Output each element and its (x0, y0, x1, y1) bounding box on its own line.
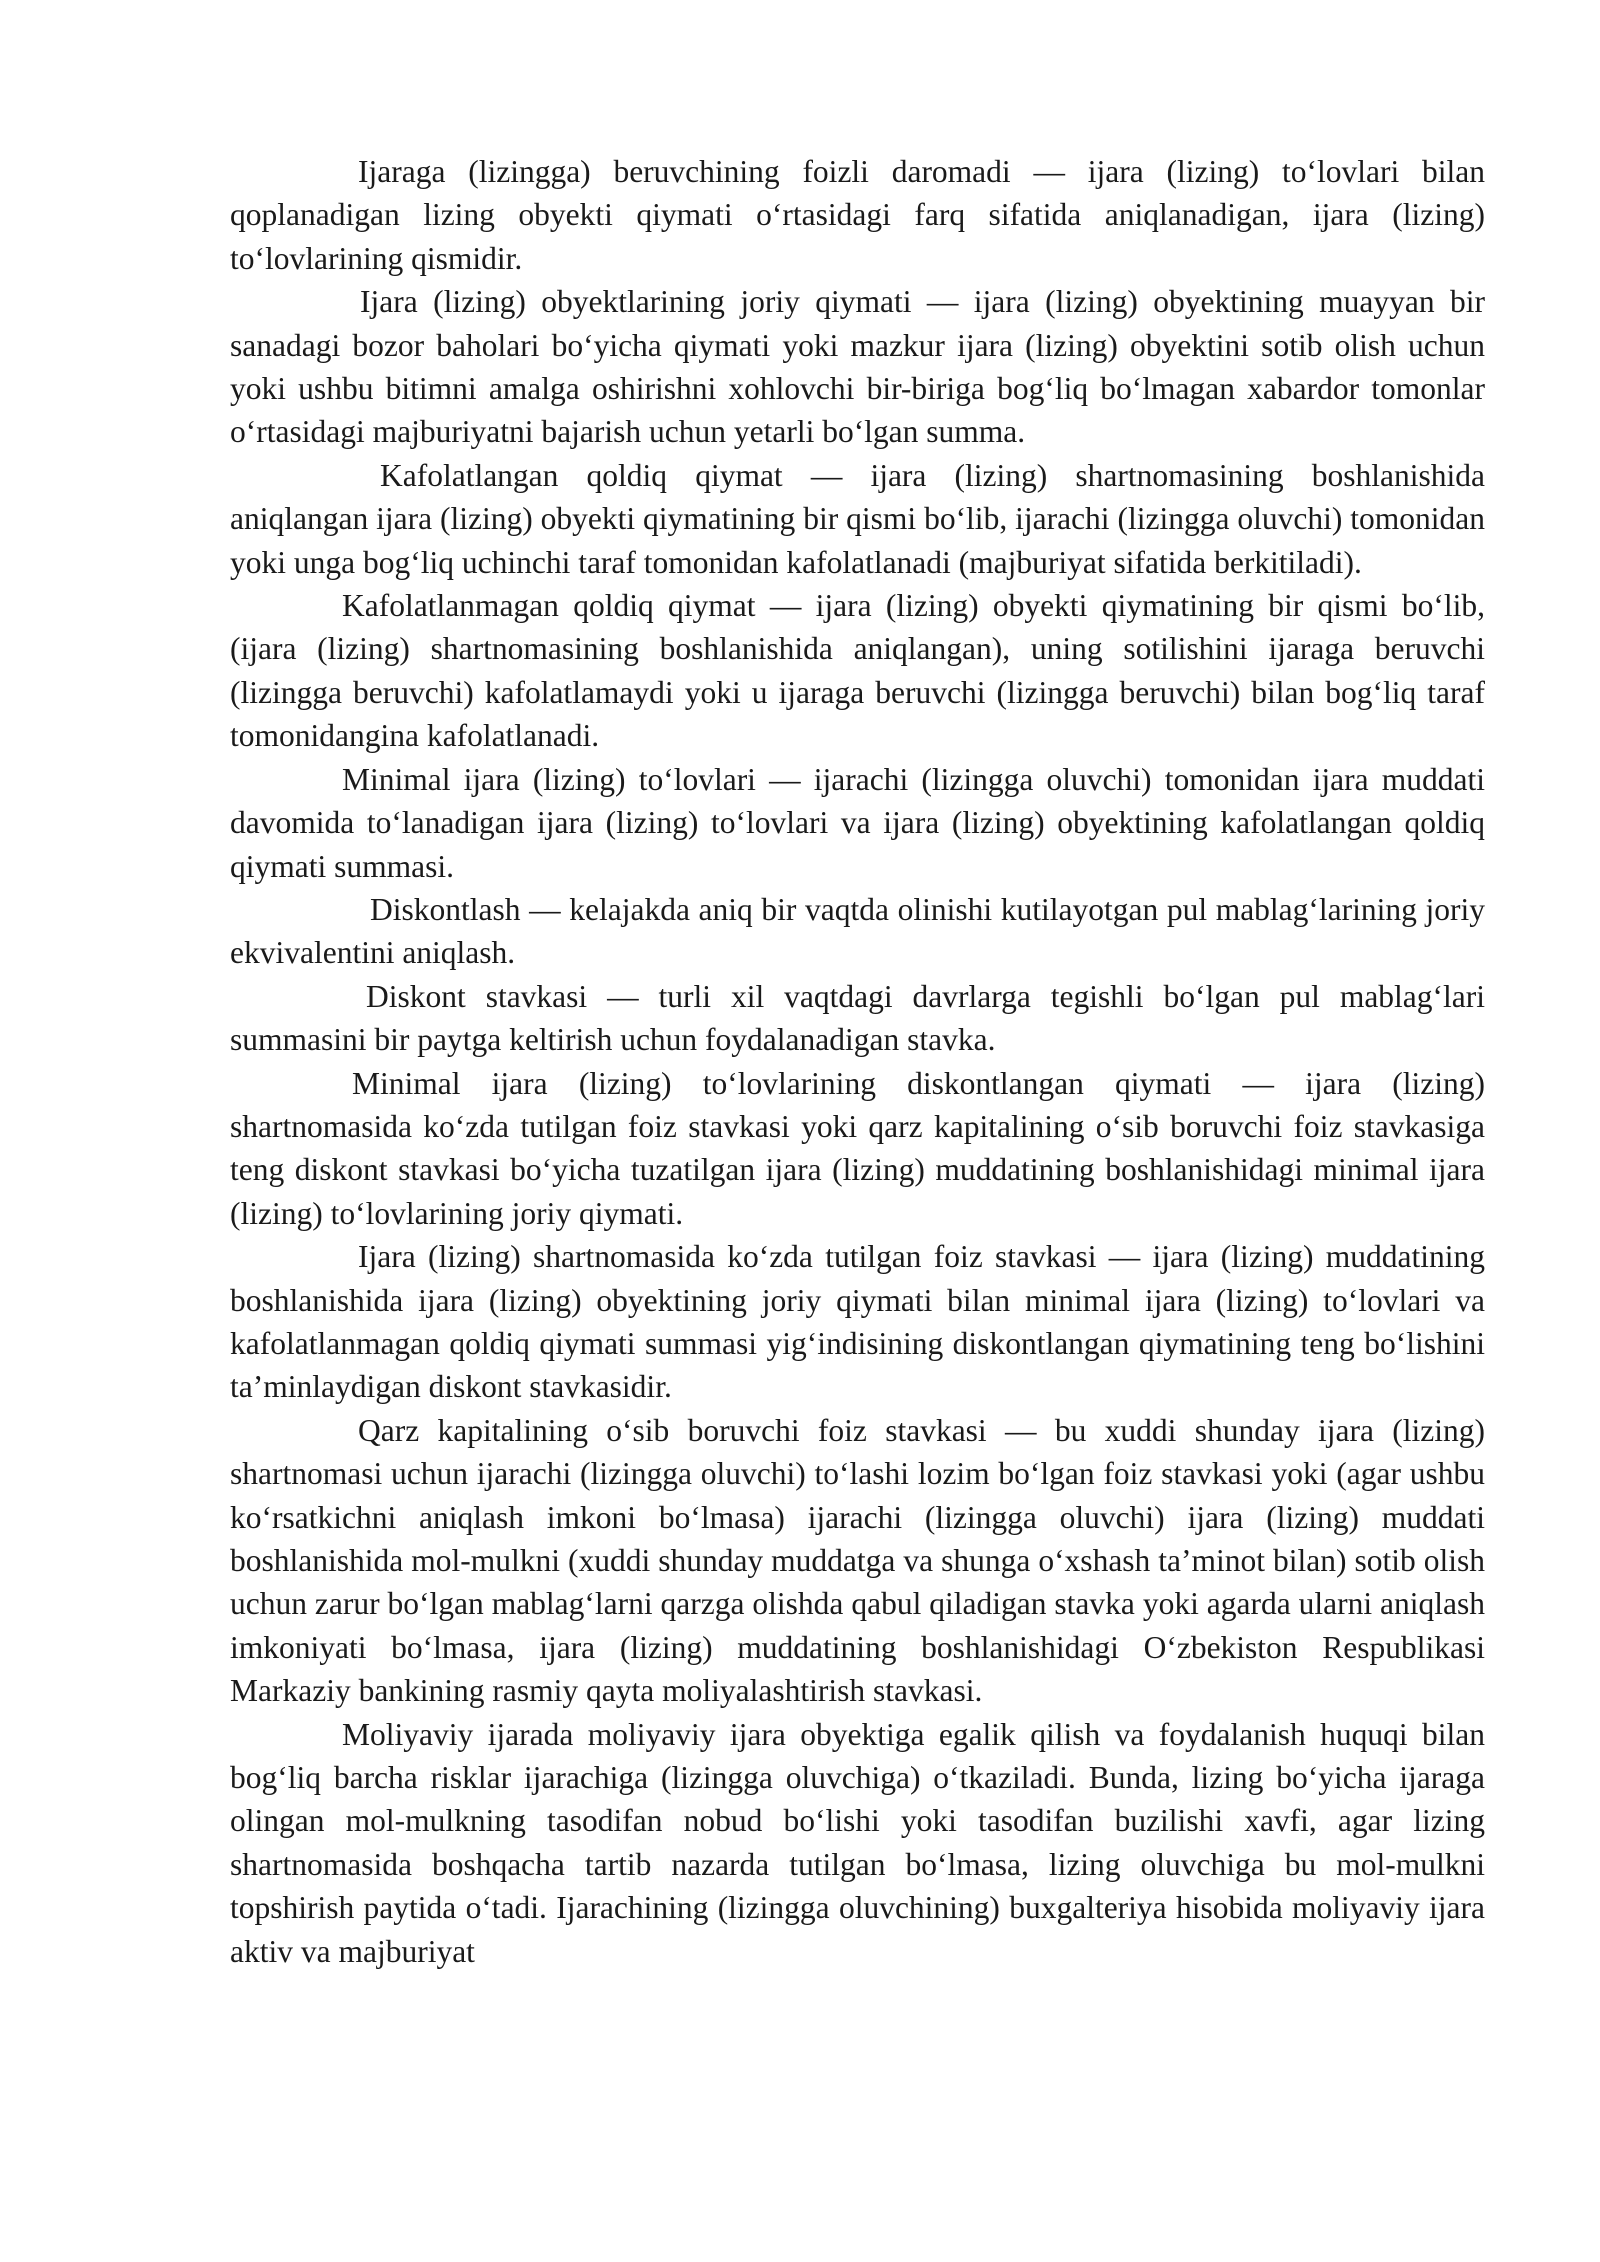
paragraph-moliyaviy-ijara: Moliyaviy ijarada moliyaviy ijara obyektiga egalik qilish va foydalanish huquqi bilan bog‘liq barcha risklar ijarachiga (lizingga oluvchiga) o‘tkaziladi. Bunda, lizing bo‘yicha ijaraga olingan mol-mulkning tasodifan nobud bo‘lishi yoki tasodifan buzilishi xavfi, agar lizing shartnomasida boshqacha tartib nazarda tutilgan bo‘lmasa, lizing oluvchiga bu mol-mulkni topshirish paytida o‘tadi. Ijarachining (lizingga oluvchining) buxgalteriya hisobida moliyaviy ijara aktiv va majburiyat (230, 1716, 1485, 1969)
paragraph-foiz-stavkasi: Ijara (lizing) shartnomasida ko‘zda tutilgan foiz stavkasi — ijara (lizing) muddatining boshlanishida ijara (lizing) obyektining joriy qiymati bilan minimal ijara (lizing) to‘lovlari va kafolatlanmagan qoldiq qiymati summasi yig‘indisining diskontlangan qiymatining teng bo‘lishini ta’minlaydigan diskont stavkasidir. (230, 1239, 1485, 1405)
paragraph-minimal-tolovlar: Minimal ijara (lizing) to‘lovlari — ijarachi (lizingga oluvchi) tomonidan ijara muddati davomida to‘lanadigan ijara (lizing) to‘lovlari va ijara (lizing) obyektining kafolatlangan qoldiq qiymati summasi. (230, 761, 1485, 884)
document-page (230, 150, 1485, 1973)
paragraph-kafolatlanmagan-qoldiq: Kafolatlanmagan qoldiq qiymat — ijara (lizing) obyekti qiymatining bir qismi bo‘lib, (ijara (lizing) shartnomasining boshlanishida aniqlangan), uning sotilishini ijaraga beruvchi (lizingga beruvchi) kafolatlamaydi yoki u ijaraga beruvchi (lizingga beruvchi) bilan bog‘liq taraf tomonidangina kafolatlanadi. (230, 588, 1485, 754)
paragraph-foizli-daromad: Ijaraga (lizingga) beruvchining foizli daromadi — ijara (lizing) to‘lovlari bilan qoplanadigan lizing obyekti qiymati o‘rtasidagi farq sifatida aniqlanadigan, ijara (lizing) to‘lovlarining qismidir. (230, 154, 1485, 276)
paragraph-diskontlangan-qiymat: Minimal ijara (lizing) to‘lovlarining diskontlangan qiymati — ijara (lizing) shartnomasida ko‘zda tutilgan foiz stavkasi yoki qarz kapitalining o‘sib boruvchi foiz stavkasiga teng diskont stavkasi bo‘yicha tuzatilgan ijara (lizing) muddatining boshlanishidagi minimal ijara (lizing) to‘lovlarining joriy qiymati. (230, 1065, 1485, 1231)
paragraph-diskont-stavkasi: Diskont stavkasi — turli xil vaqtdagi davrlarga tegishli bo‘lgan pul mablag‘lari summasini bir paytga keltirish uchun foydalanadigan stavka. (230, 978, 1485, 1058)
paragraph-diskontlash: Diskontlash — kelajakda aniq bir vaqtda olinishi kutilayotgan pul mablag‘larining joriy ekvivalentini aniqlash. (230, 891, 1485, 971)
paragraph-qarz-kapitali: Qarz kapitalining o‘sib boruvchi foiz stavkasi — bu xuddi shunday ijara (lizing) shartnomasi uchun ijarachi (lizingga oluvchi) to‘lashi lozim bo‘lgan foiz stavkasi yoki (agar ushbu ko‘rsatkichni aniqlash imkoni bo‘lmasa) ijarachi (lizingga oluvchi) ijara (lizing) muddati boshlanishida mol-mulkni (xuddi shunday muddatga va shunga o‘xshash ta’minot bilan) sotib olish uchun zarur bo‘lgan mablag‘larni qarzga olishda qabul qiladigan stavka yoki agarda ularni aniqlash imkoniyati bo‘lmasa, ijara (lizing) muddatining boshlanishidagi O‘zbekiston Respublikasi Markaziy bankining rasmiy qayta moliyalashtirish stavkasi. (230, 1412, 1485, 1709)
paragraph-joriy-qiymat: Ijara (lizing) obyektlarining joriy qiymati — ijara (lizing) obyektining muayyan bir sanadagi bozor baholari bo‘yicha qiymati yoki mazkur ijara (lizing) obyektini sotib olish uchun yoki ushbu bitimni amalga oshirishni xohlovchi bir-biriga bog‘liq bo‘lmagan xabardor tomonlar o‘rtasidagi majburiyatni bajarish uchun yetarli bo‘lgan summa. (230, 284, 1485, 450)
paragraph-kafolatlangan-qoldiq: Kafolatlangan qoldiq qiymat — ijara (lizing) shartnomasining boshlanishida aniqlangan ijara (lizing) obyekti qiymatining bir qismi bo‘lib, ijarachi (lizingga oluvchi) tomonidan yoki unga bog‘liq uchinchi taraf tomonidan kafolatlanadi (majburiyat sifatida berkitiladi). (230, 457, 1485, 580)
